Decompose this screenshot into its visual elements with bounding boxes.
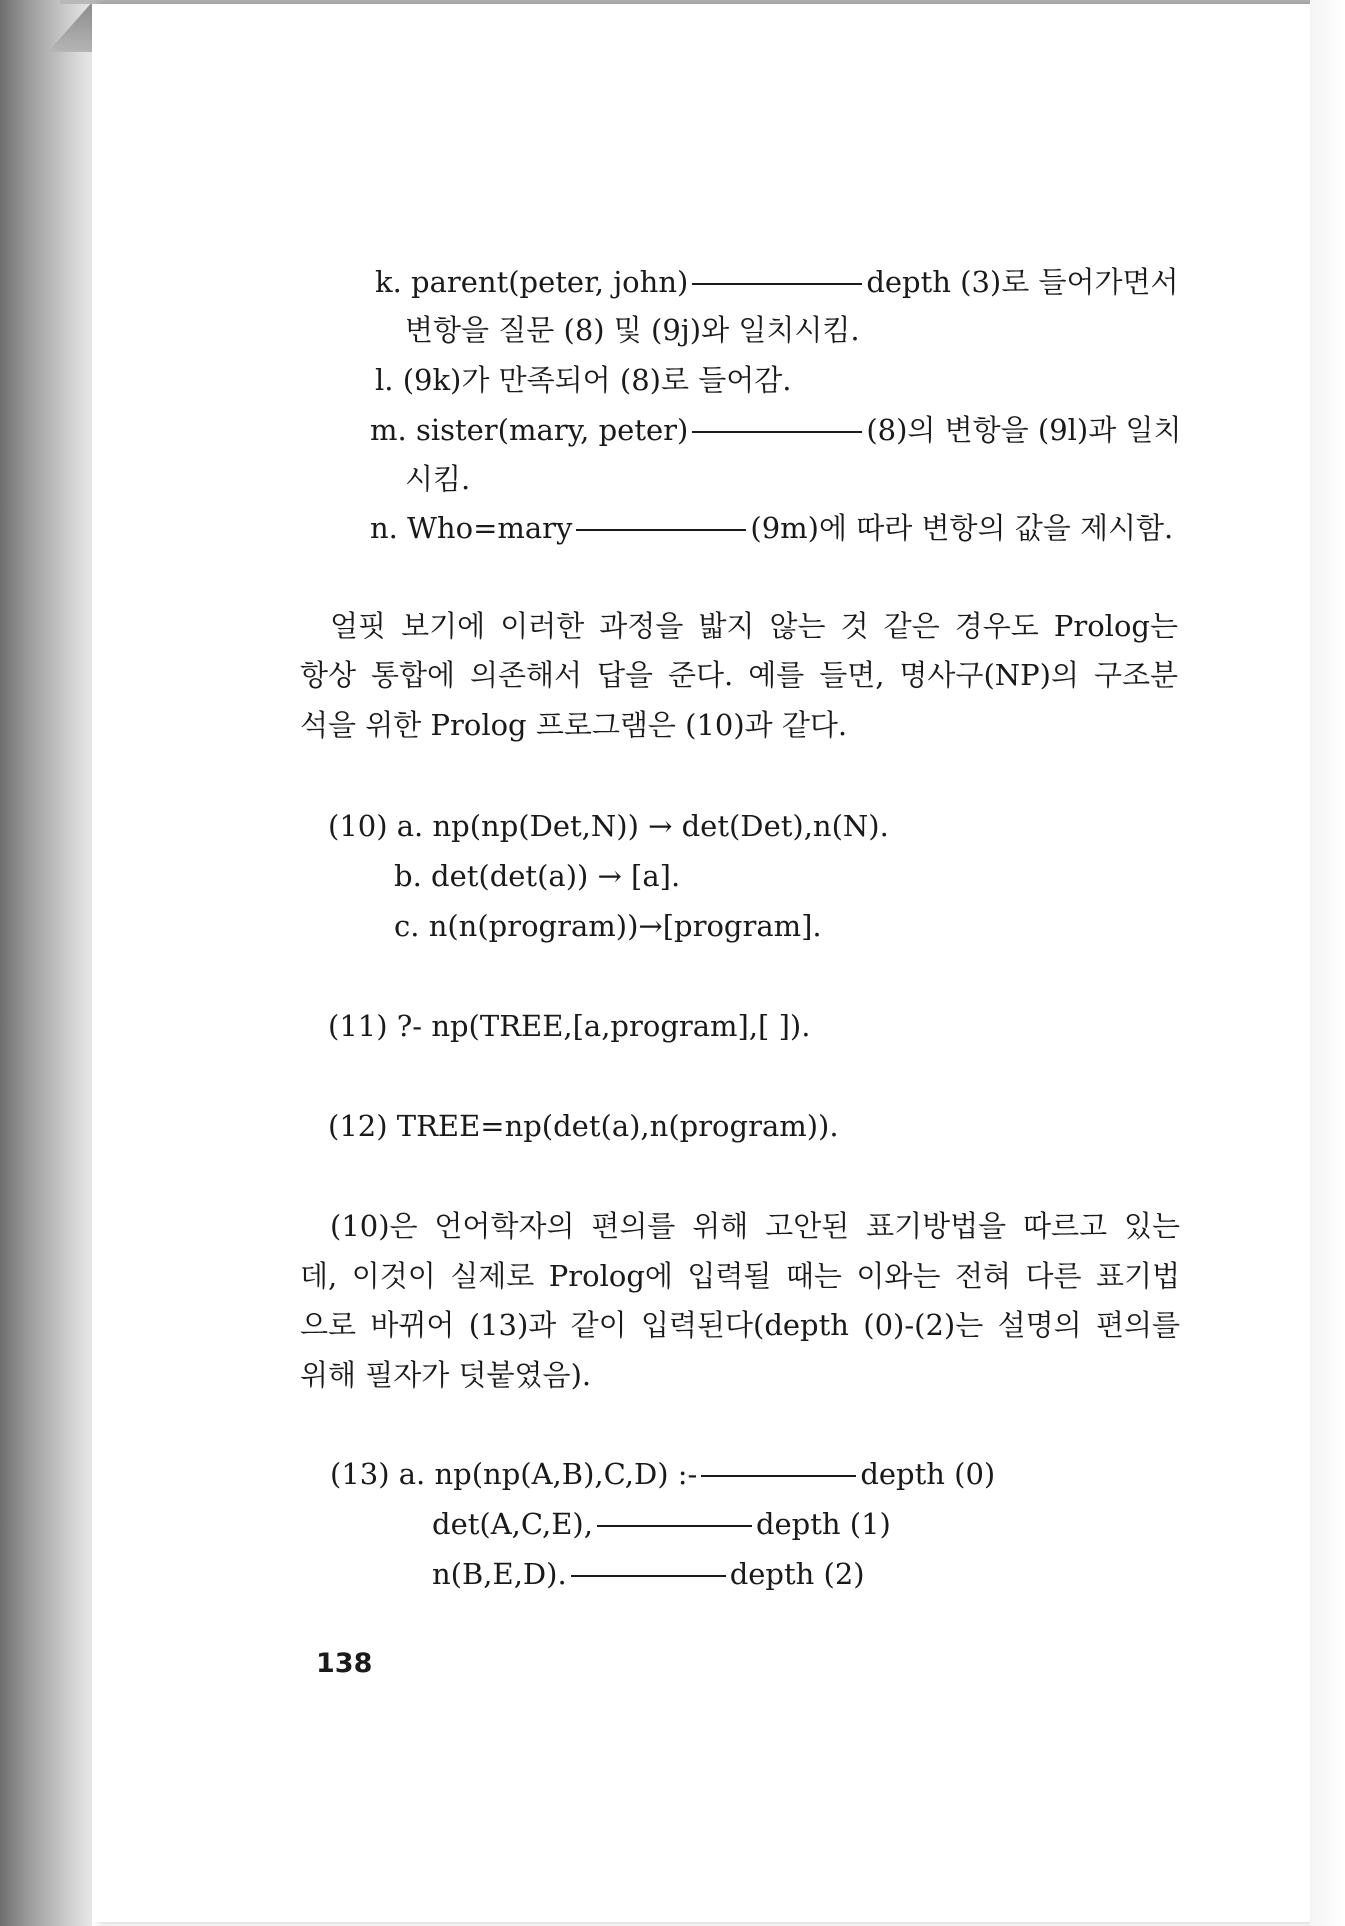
- item-l-text: (9k)가 만족되어 (8)로 들어감.: [402, 363, 792, 397]
- example-13-depth3: depth (2): [729, 1557, 865, 1591]
- example-13-line1: [330, 1456, 995, 1492]
- paragraph1-line2: 항상 통합에 의존해서 답을 준다. 예를 들면, 명사구(NP)의 구조분: [300, 658, 1178, 692]
- example-13-line3: [432, 1556, 865, 1592]
- example-13-line2: [432, 1506, 891, 1542]
- page-right-margin: [1310, 0, 1345, 1926]
- example-12-number: (12): [328, 1109, 388, 1143]
- item-n-label: n.: [370, 511, 398, 545]
- item-m-tail: (8)의 변항을 (9l)과 일치: [866, 413, 1182, 447]
- item-m-label: m.: [370, 413, 407, 447]
- example-12: [328, 1108, 839, 1144]
- item-k-line1: [375, 264, 1179, 300]
- item-m-code: sister(mary, peter): [415, 413, 689, 447]
- page-number: 138: [316, 1648, 373, 1679]
- example-10-c-label: c.: [394, 909, 420, 943]
- item-n-tail: (9m)에 따라 변항의 값을 제시함.: [750, 511, 1174, 545]
- example-13-code1: np(np(A,B),C,D) :-: [434, 1457, 698, 1491]
- paragraph1-line1: 얼핏 보기에 이러한 과정을 밟지 않는 것 같은 경우도 Prolog는: [330, 609, 1178, 643]
- paragraph2-line3: 으로 바뀌어 (13)과 같이 입력된다(depth (0)-(2)는 설명의 편의를: [300, 1308, 1180, 1342]
- example-10-number: (10): [328, 809, 388, 843]
- paragraph2-line2: 데, 이것이 실제로 Prolog에 입력될 때는 이와는 전혀 다른 표기법: [300, 1259, 1180, 1293]
- example-10-a-label: a.: [396, 809, 424, 843]
- item-n-code: Who=mary: [407, 511, 573, 545]
- example-10-a-text: np(np(Det,N)) → det(Det),n(N).: [432, 809, 889, 843]
- item-k-tail: depth (3)로 들어가면서: [866, 265, 1179, 299]
- example-10-c-text: n(n(program))→[program].: [428, 909, 822, 943]
- example-11-number: (11): [328, 1009, 388, 1043]
- example-10-c: [394, 908, 822, 944]
- paragraph2-line4: 위해 필자가 덧붙였음).: [300, 1358, 592, 1392]
- example-13-a-label: a.: [398, 1457, 426, 1491]
- item-k-dash: [692, 283, 862, 285]
- item-l-label: l.: [375, 363, 394, 397]
- example-13-depth2: depth (1): [755, 1507, 891, 1541]
- example-13-dash2: [597, 1525, 752, 1527]
- example-13-number: (13): [330, 1457, 390, 1491]
- item-m-line2: 시킴.: [405, 462, 471, 496]
- book-spine: [0, 0, 92, 1926]
- example-10-a: [328, 808, 889, 844]
- example-13-depth1: depth (0): [860, 1457, 996, 1491]
- item-n: [370, 510, 1173, 546]
- example-13-dash1: [701, 1475, 856, 1477]
- example-13-dash3: [571, 1575, 726, 1577]
- example-10-b-label: b.: [394, 859, 422, 893]
- item-m-line1: [370, 412, 1182, 448]
- item-l: [375, 362, 791, 398]
- paragraph2-line1: (10)은 언어학자의 편의를 위해 고안된 표기방법을 따르고 있는: [330, 1209, 1180, 1243]
- example-11-text: ?- np(TREE,[a,program],[ ]).: [396, 1009, 811, 1043]
- example-11: [328, 1008, 810, 1044]
- example-13-code3: n(B,E,D).: [432, 1557, 567, 1591]
- item-m-dash: [692, 431, 862, 433]
- item-n-dash: [576, 529, 746, 531]
- example-13-code2: det(A,C,E),: [432, 1507, 593, 1541]
- item-k-label: k.: [375, 265, 402, 299]
- item-k-code: parent(peter, john): [411, 265, 689, 299]
- example-10-b-text: det(det(a)) → [a].: [431, 859, 681, 893]
- example-10-b: [394, 858, 680, 894]
- paragraph1-line3: 석을 위한 Prolog 프로그램은 (10)과 같다.: [300, 708, 848, 742]
- example-12-text: TREE=np(det(a),n(program)).: [396, 1109, 839, 1143]
- item-k-line2: 변항을 질문 (8) 및 (9j)와 일치시킴.: [405, 313, 860, 347]
